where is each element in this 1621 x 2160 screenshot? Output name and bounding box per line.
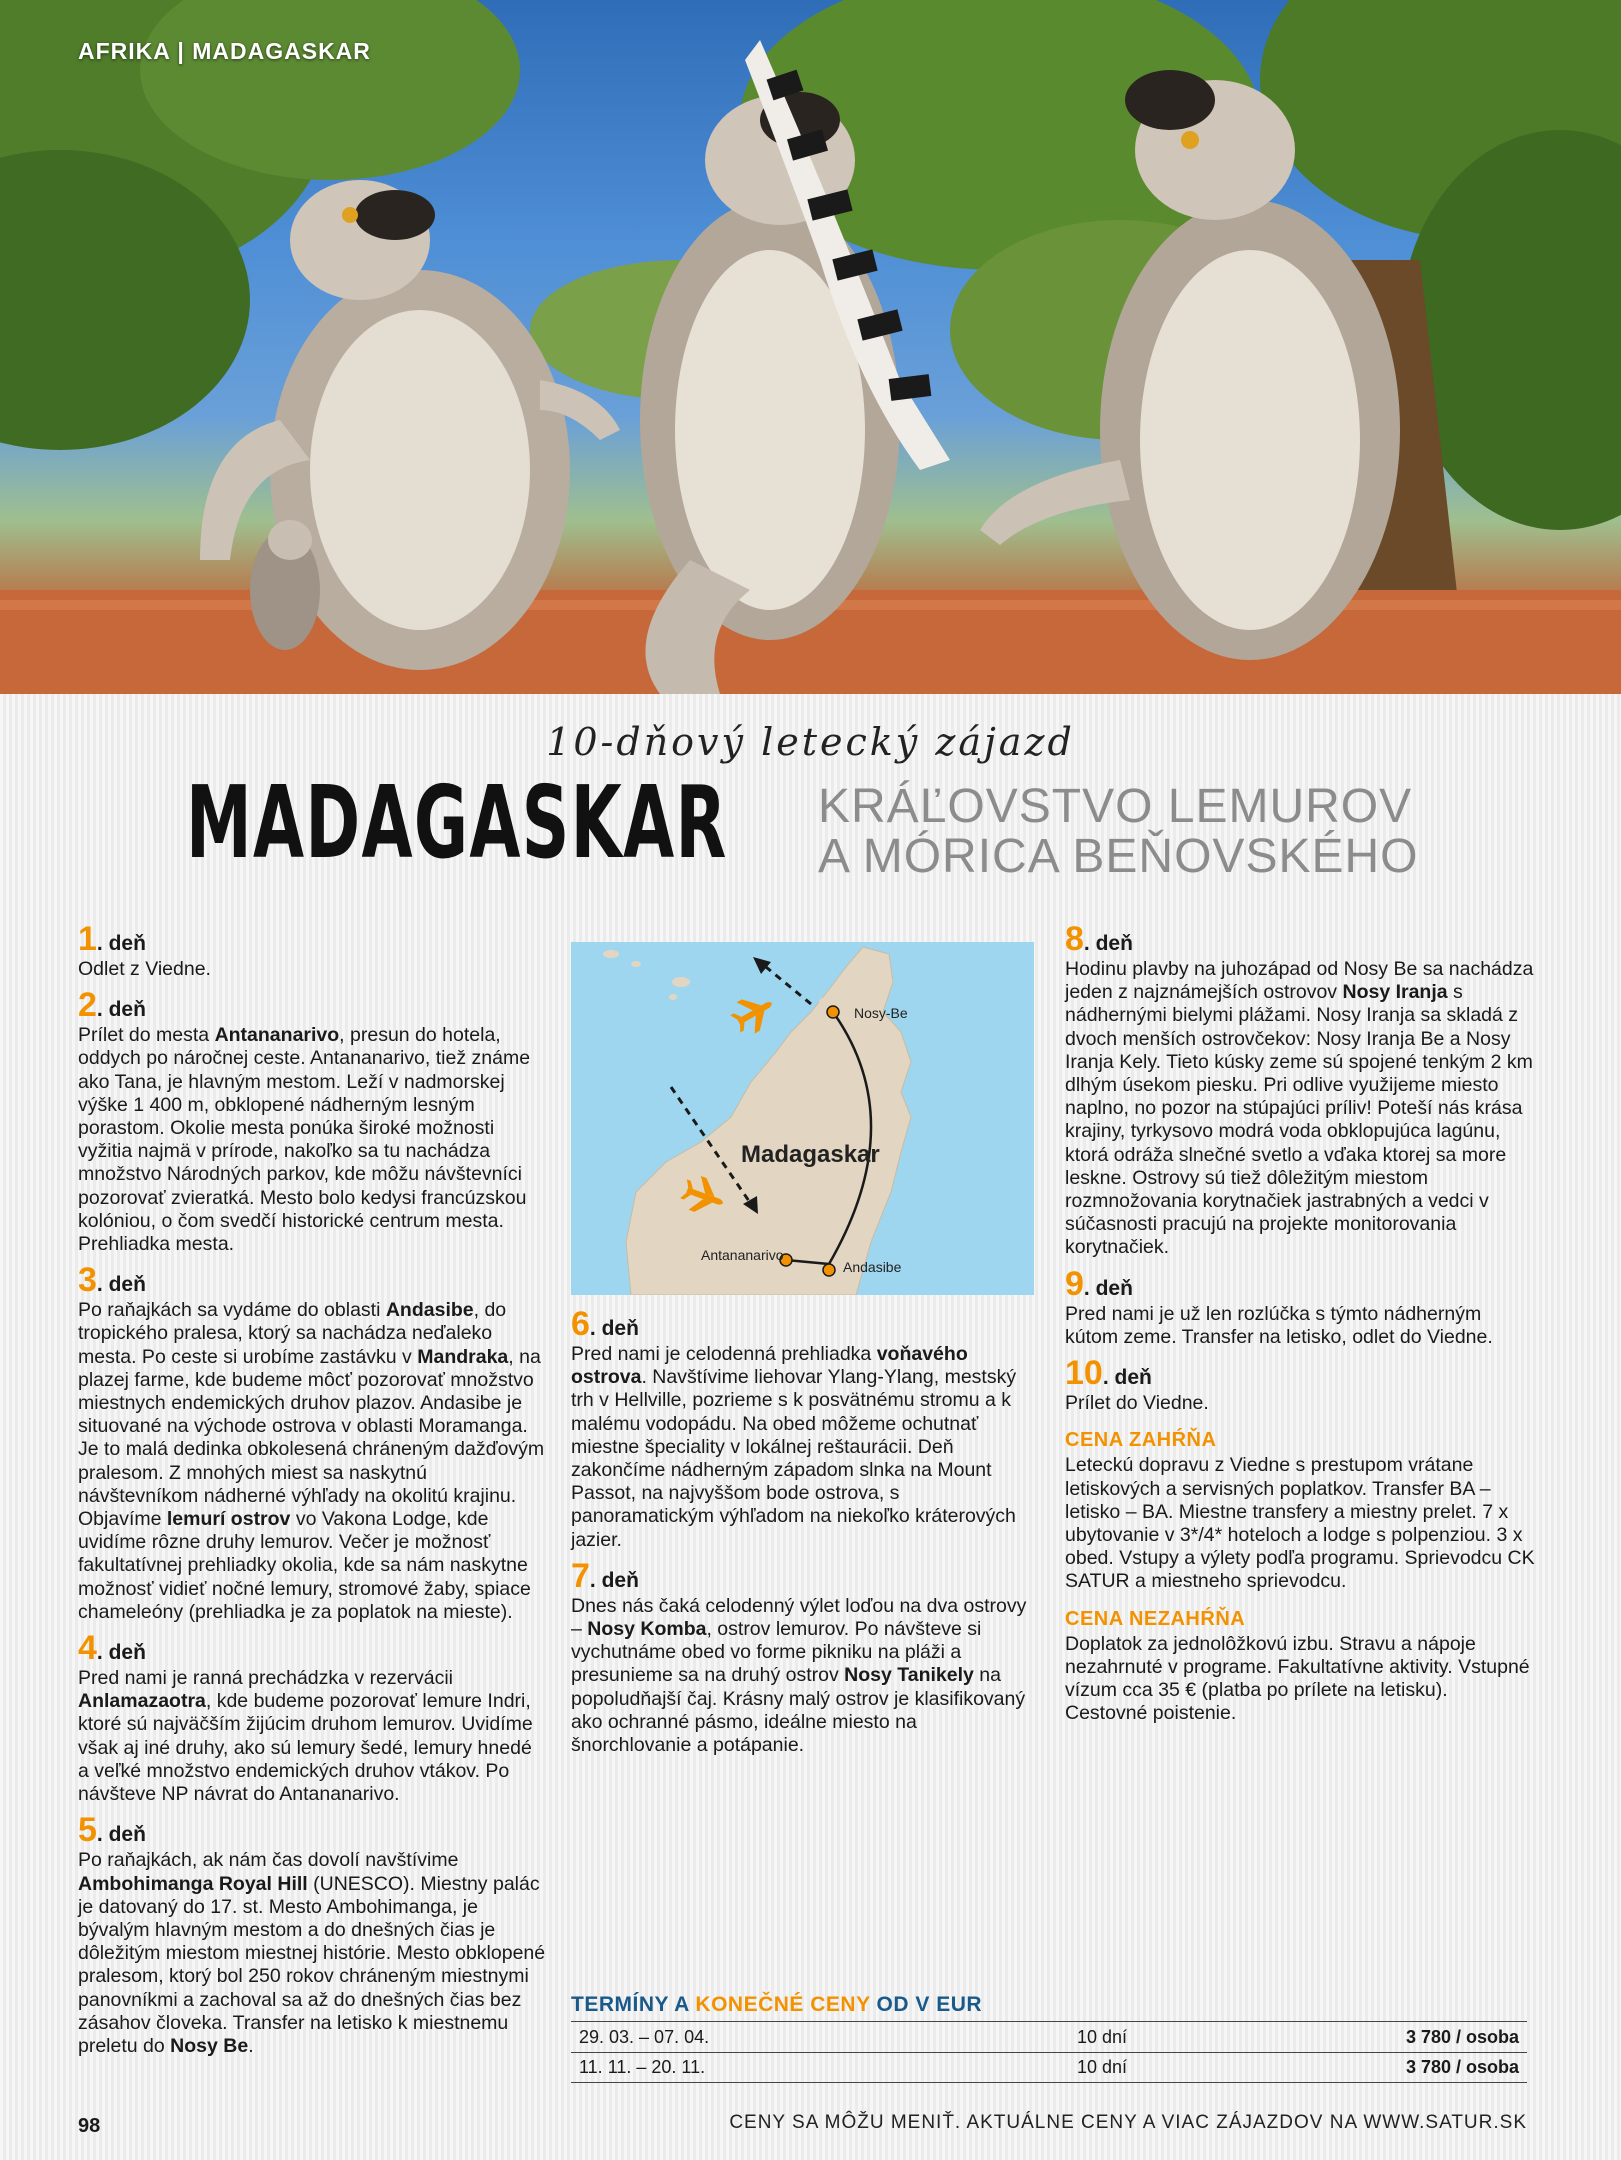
day-text: Hodinu plavby na juhozápad od Nosy Be sa nachádza jeden z najznámejších ostrovov Nosy Iranja s nádhernými bielymi plážami. Nosy Iranja sa skladá z dvoch menších ostrovčekov: Nosy Iranja Be a Nosy Iranja Kely. Tieto kúsky zeme sú spojené tenkým 2 km dlhým úsekom piesku. Pri odlive využijeme miesto naplno, no pozor na stúpajúci príliv! Poteší nás krása krajiny, tyrkysovo modrá voda obklopujúca lagúnu, ktorá odráža slnečné svetlo a vďaka ktorej sa more leskne. Ostrovy sú tiež dôležitým miestom rozmnožovania korytnačiek jastrabných a vedci v súčasnosti pracujú na projekte monitorovania korytnačiek. (1065, 958, 1534, 1259)
day-label: deň (1095, 932, 1133, 955)
day-label: deň (108, 1273, 146, 1297)
day-1: 1. deň Odlet z Viedne. (78, 925, 548, 981)
hero-photo (0, 0, 1621, 694)
map-label-country: Madagaskar (741, 1141, 880, 1168)
day-5: 5. deň Po raňajkách, ak nám čas dovolí navštívime Ambohimanga Royal Hill (UNESCO). Miestny palác je datovaný do 17. st. Mesto Ambohimanga, je bývalým hlavným mestom a do dnešných čias je dôležitým miestom miestnej histórie. Mesto obklopené pralesom, ktorý bol 250 rokov chráneným miestnymi panovníkmi a zachoval sa až do dnešných čias bez zásahov človeka. Transfer na letisko k miestnemu preletu do Nosy Be. (78, 1816, 548, 2058)
flight-arrow-europe (766, 967, 811, 1004)
day-number: 5 (78, 1811, 97, 1850)
day-number: 8 (1065, 920, 1084, 958)
itinerary-column-3 (1065, 920, 1535, 1726)
island (669, 994, 677, 1000)
price-included-heading: CENA ZAHŔŇA (1065, 1429, 1217, 1452)
map-label-antananarivo: Antananarivo (701, 1247, 784, 1263)
tagline-line-2: A MÓRICA BEŇOVSKÉHO (818, 830, 1419, 883)
day-3: 3. deň Po raňajkách sa vydáme do oblasti Andasibe, do tropického pralesa, ktorý sa nachádza neďaleko mesta. Po ceste si urobíme zastávku v Mandraka, na plazej farme, kde budeme môcť pozorovať množstvo miestnych endemických druhov plazov. Andasibe je situované na východe ostrova v oblasti Moramanga. Je to malá dedinka obkolesená chráneným dažďovým pralesom. Z mnohých miest sa naskytnú návštevníkom nádherné výhľady na okolitú krajinu. Objavíme lemurí ostrov vo Vakona Lodge, kde uvidíme rôzne druhy lemurov. Večer je možnosť fakultatívnej prehliadky okolia, kde sa nám naskytne možnosť vidieť nočné lemury, stromové žaby, spiace chameleóny (prehliadka je za poplatok na mieste). (78, 1266, 548, 1624)
term-price: 3 780 / osoba (1405, 2057, 1519, 2077)
day-6: 6. deň Pred nami je celodenná prehliadka voňavého ostrova. Navštívime liehovar Ylang-Ylang, mestský trh v Hellville, pozrieme s k posvätnému stromu a k malému vodopádu. Na obed môžeme ochutnať miestne špeciality v lokálnej reštaurácii. Deň zakončíme nádherným západom slnka na Mount Passot, na najvyššom bode ostrova, s panoramatickým výhľadom na niekoľko kráterových jazier. (571, 1310, 1041, 1552)
tagline-line-1: KRÁĽOVSTVO LEMUROV (818, 780, 1413, 833)
term-dates: 11. 11. – 20. 11. (579, 2057, 706, 2077)
day-10: 10. deň Prílet do Viedne. (1065, 1359, 1535, 1415)
day-label: deň (601, 1568, 639, 1592)
location-dot-andasibe (823, 1264, 835, 1276)
day-number: 2 (78, 986, 97, 1025)
footer-note: CENY SA MÔŽU MENIŤ. AKTUÁLNE CENY A VIAC ZÁJAZDOV NA WWW.SATUR.SK (729, 2112, 1527, 2133)
plane-icon (726, 987, 780, 1039)
table-row (571, 2021, 1527, 2052)
day-number: 1 (78, 920, 97, 958)
day-8: 8. deň Hodinu plavby na juhozápad od Nosy Be sa nachádza jeden z najznámejších ostrovov Nosy Iranja s nádhernými bielymi plážami. Nosy Iranja sa skladá z dvoch menších ostrovčekov: Nosy Iranja Be a Nosy Iranja Kely. Tieto kúsky zeme sú spojené tenkým 2 km dlhým úsekom piesku. Pri odlive využijeme miesto naplno, no pozor na stúpajúci príliv! Poteší nás krása krajiny, tyrkysovo modrá voda obklopujúca lagúnu, ktorá odráža slnečné svetlo a vďaka ktorej sa more leskne. Ostrovy sú tiež dôležitým miestom rozmnožovania korytnačiek jastrabných a vedci v súčasnosti pracujú na projekte monitorovania korytnačiek. (1065, 920, 1534, 1259)
day-7: 7. deň Dnes nás čaká celodenný výlet loďou na dva ostrovy – Nosy Komba, ostrov lemurov. Po návšteve si vychutnáme obed vo forme pikniku na pláži a presunieme sa na druhý ostrov Nosy Tanikely na popoludňajší čaj. Krásny malý ostrov je klasifikovaný ako ochranné pásmo, ideálne miesto na šnorchlovanie a potápanie. (571, 1562, 1041, 1757)
terms-table (571, 1993, 1527, 2083)
day-label: deň (108, 1641, 146, 1665)
nosy-be-island (819, 997, 833, 1007)
island (672, 977, 690, 987)
day-2: 2. deň Prílet do mesta Antananarivo, presun do hotela, oddych po náročnej ceste. Antananarivo, tiež známe ako Tana, je hlavným mestom. Leží v nadmorskej výške 1 400 m, obklopené nádherným lesným porastom. Okolie mesta ponúka široké možnosti vyžitia najmä v prírode, nakoľko sa tu nachádza množstvo Národných parkov, kde môžu návštevníci pozorovať zvieratká. Mesto bolo kedysi francúzskou kolóniou, o čom svedčí historické centrum mesta. Prehliadka mesta. (78, 991, 548, 1256)
day-text: Po raňajkách, ak nám čas dovolí navštívime Ambohimanga Royal Hill (UNESCO). Miestny palác je datovaný do 17. st. Mesto Ambohimanga, je bývalým hlavným mestom a do dnešných čias je dôležitým miestom miestnej histórie. Mesto obklopené pralesom, ktorý bol 250 rokov chráneným miestnymi panovníkmi a zachoval sa až do dnešných čias bez zásahov človeka. Transfer na letisko k miestnemu preletu do Nosy Be. (78, 1849, 546, 2057)
day-text: Prílet do Viedne. (1065, 1392, 1209, 1415)
day-text: Prílet do mesta Antananarivo, presun do hotela, oddych po náročnej ceste. Antananarivo, tiež známe ako Tana, je hlavným mestom. Leží v nadmorskej výške 1 400 m, obklopené nádherným lesným porastom. Okolie mesta ponúka široké možnosti vyžitia najmä v prírode, nakoľko sa tu nachádza množstvo Národných parkov, kde môžu návštevníci pozorovať zvieratká. Mesto bolo kedysi francúzskou kolóniou, o čom svedčí historické centrum mesta. Prehliadka mesta. (78, 1024, 531, 1256)
madagascar-landmass (626, 947, 911, 1295)
day-number: 4 (78, 1629, 97, 1668)
day-text: Po raňajkách sa vydáme do oblasti Andasibe, do tropického pralesa, ktorý sa nachádza neďaleko mesta. Po ceste si urobíme zastávku v Mandraka, na plazej farme, kde budeme môcť pozorovať množstvo miestnych endemických druhov plazov. Andasibe je situované na východe ostrova v oblasti Moramanga. Je to malá dedinka obkolesená chráneným dažďovým pralesom. Z mnohých miest sa naskytnú návštevníkom nádherné výhľady na okolitú krajinu. Objavíme lemurí ostrov vo Vakona Lodge, kde uvidíme rôzne druhy lemurov. Večer je možnosť fakultatívnej prehliadky okolia, kde sa nám naskytne možnosť vidieť nočné lemury, stromové žaby, spiace chameleóny (prehliadka je za poplatok na mieste). (78, 1299, 545, 1623)
location-dot-nosy-be (827, 1006, 839, 1018)
day-number: 9 (1065, 1264, 1084, 1303)
day-number: 6 (571, 1305, 590, 1343)
island (631, 961, 641, 967)
day-text: Pred nami je ranná prechádzka v rezervácii Anlamazaotra, kde budeme pozorovať lemure Indri, ktoré sú najväčším žijúcim druhom lemurov. Uvidíme však aj iné druhy, ako sú lemury šedé, lemury hnedé a veľké množstvo endemických druhov vtákov. Po návšteve NP návrat do Antananarivo. (78, 1667, 533, 1806)
itinerary-column-1 (78, 920, 548, 2068)
page-number: 98 (78, 2115, 101, 2137)
day-label: deň (601, 1317, 639, 1340)
day-label: deň (108, 1823, 146, 1847)
price-excluded-text: Doplatok za jednolôžkovú izbu. Stravu a nápoje nezahrnuté v programe. Fakultatívne aktivity. Vstupné vízum cca 35 € (platba po prílete na letisku). Cestovné poistenie. (1065, 1632, 1530, 1725)
day-label: deň (1095, 1276, 1133, 1300)
day-number: 3 (78, 1261, 97, 1300)
itinerary-column-2 (571, 1305, 1041, 1767)
madagascar-map (571, 942, 1034, 1295)
day-label: deň (108, 932, 146, 955)
term-price: 3 780 / osoba (1405, 2026, 1519, 2047)
day-text: Pred nami je už len rozlúčka s týmto nádherným kútom zeme. Transfer na letisko, odlet do Viedne. (1065, 1302, 1493, 1348)
day-label: deň (108, 998, 146, 1022)
day-label: deň (1114, 1366, 1152, 1390)
price-included-text: Leteckú dopravu z Viedne s prestupom vrátane letiskových a servisných poplatkov. Transfer BA – letisko – BA. Miestne transfery a miestny prelet. 7 x ubytovanie v 3*/4* hoteloch a lodge s polpenziou. 3 x obed. Vstupy a výlety podľa programu. Sprievodcu CK SATUR a miestneho sprievodcu. (1065, 1454, 1535, 1593)
day-text: Pred nami je celodenná prehliadka voňavého ostrova. Navštívime liehovar Ylang-Ylang, mestský trh v Hellville, pozrieme s k posvätnému stromu a k malému vodopádu. Na obed môžeme ochutnať miestne špeciality v lokálnej reštaurácii. Deň zakončíme nádherným západom slnka na Mount Passot, na najvyššom bode ostrova, s panoramatickým výhľadom na niekoľko kráterových jazier. (571, 1343, 1017, 1551)
day-number: 7 (571, 1556, 590, 1595)
arrow-head (753, 957, 771, 974)
day-4: 4. deň Pred nami je ranná prechádzka v rezervácii Anlamazaotra, kde budeme pozorovať lemure Indri, ktoré sú najväčším žijúcim druhom lemurov. Uvidíme však aj iné druhy, ako sú lemury šedé, lemury hnedé a veľké množstvo endemických druhov vtákov. Po návšteve NP návrat do Antananarivo. (78, 1634, 548, 1806)
table-row (571, 2052, 1527, 2083)
trip-subtitle: 10-dňový letecký zájazd (546, 720, 1075, 764)
lemur-background (250, 520, 320, 650)
lemurs-illustration (0, 0, 1621, 694)
map-label-andasibe: Andasibe (843, 1259, 902, 1275)
day-text: Dnes nás čaká celodenný výlet loďou na dva ostrovy – Nosy Komba, ostrov lemurov. Po návšteve si vychutnáme obed vo forme pikniku na pláži a presunieme sa na druhý ostrov Nosy Tanikely na popoludňajší čaj. Krásny malý ostrov je klasifikovaný ako ochranné pásmo, ideálne miesto na šnorchlovanie a potápanie. (571, 1594, 1027, 1757)
title-tagline (818, 782, 1418, 882)
term-duration: 10 dní (1077, 2026, 1128, 2047)
price-excluded-heading: CENA NEZAHŔŇA (1065, 1607, 1246, 1630)
day-text: Odlet z Viedne. (78, 958, 211, 980)
breadcrumb: AFRIKA | MADAGASKAR (78, 38, 371, 64)
map-label-nosy-be: Nosy-Be (854, 1005, 908, 1021)
terms-title: TERMÍNY A KONEČNÉ CENY OD V EUR (571, 1993, 983, 2016)
term-dates: 29. 03. – 07. 04. (579, 2026, 710, 2047)
day-number: 10 (1065, 1354, 1103, 1393)
island (603, 950, 619, 958)
day-9: 9. deň Pred nami je už len rozlúčka s týmto nádherným kútom zeme. Transfer na letisko, odlet do Viedne. (1065, 1270, 1535, 1349)
page-title: MADAGASKAR (186, 764, 728, 881)
route-map (571, 942, 1034, 1295)
term-duration: 10 dní (1077, 2057, 1128, 2077)
